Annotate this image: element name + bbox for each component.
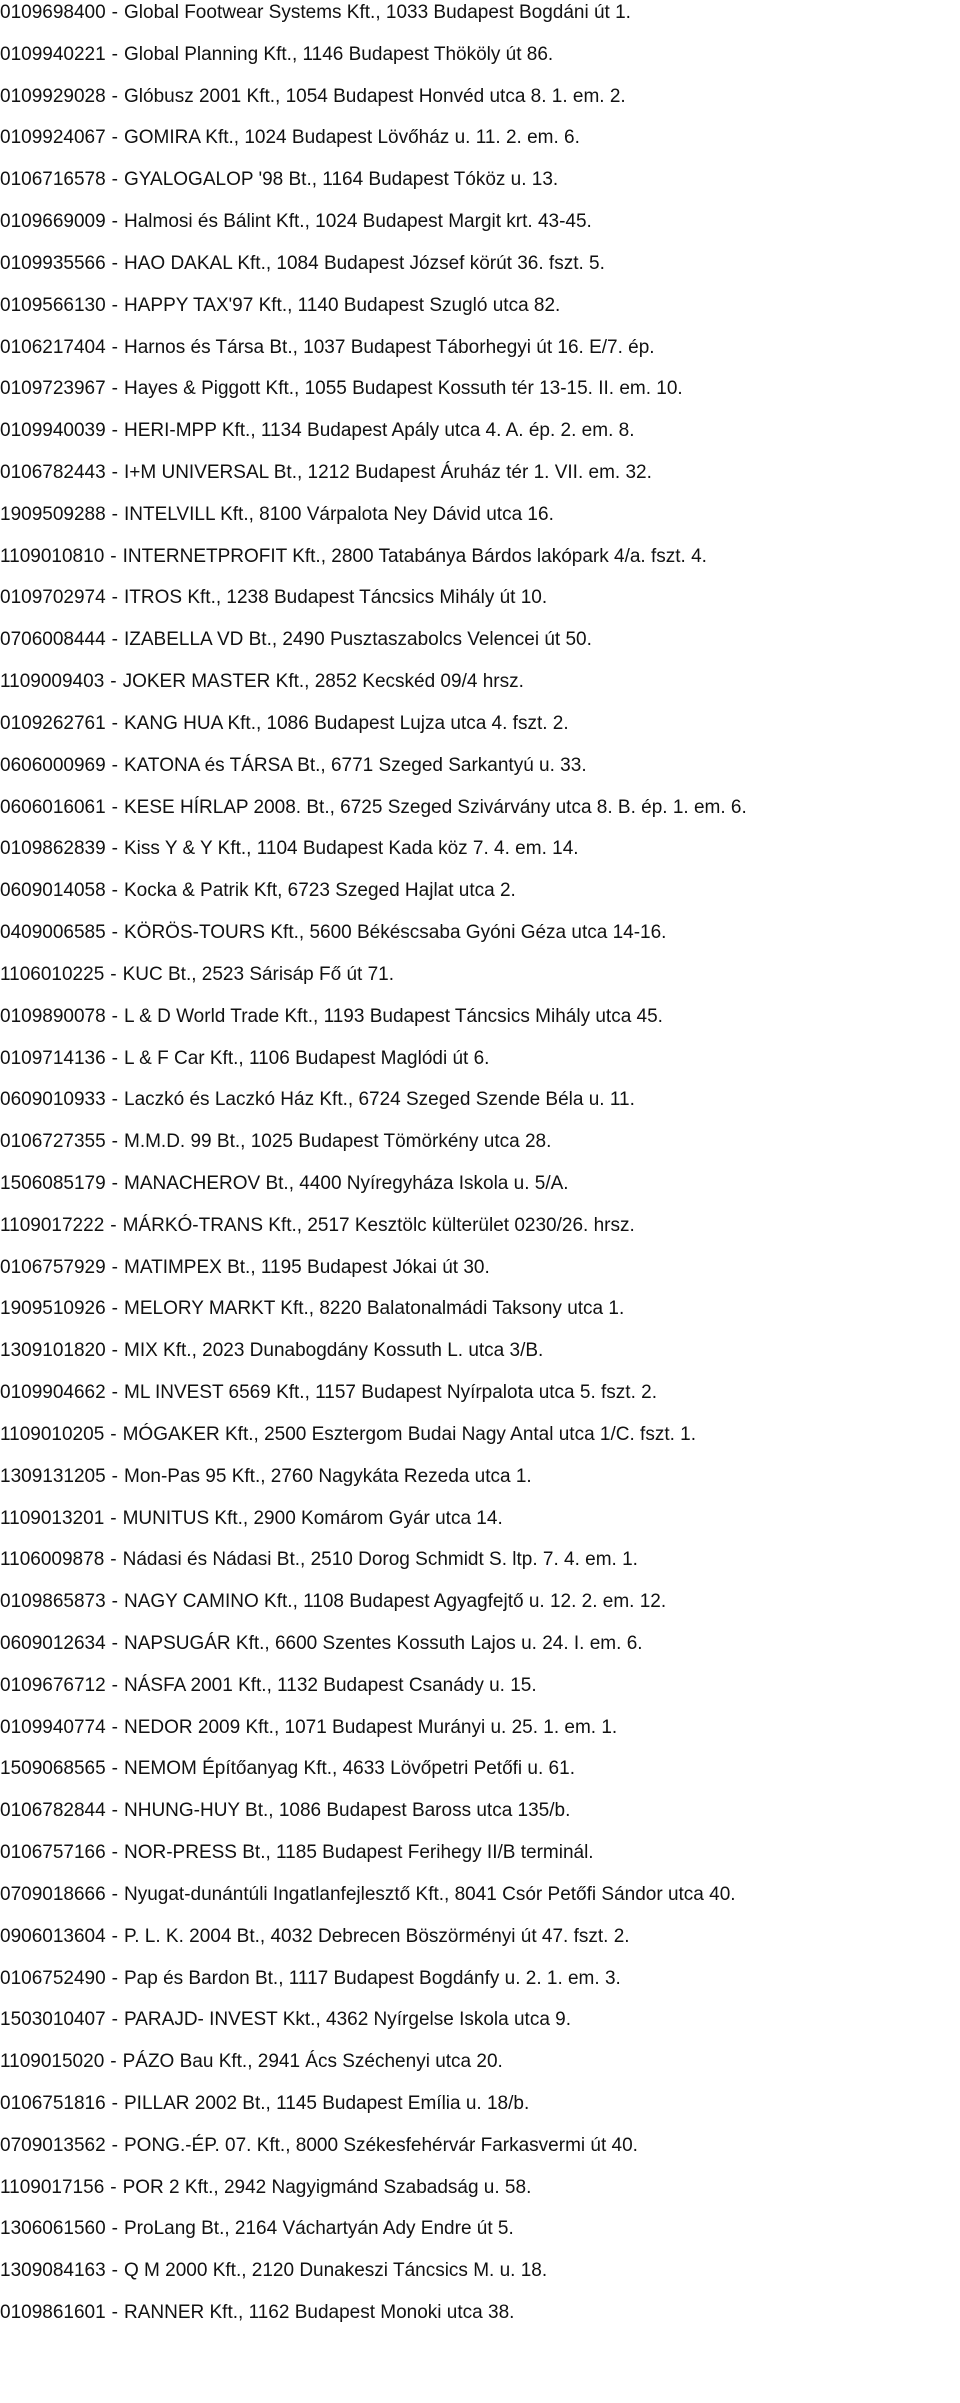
company-entry [0,667,524,697]
company-name-and-address: Hayes & Piggott Kft., 1055 Budapest Kossuth tér 13-15. II. em. 10. [124,378,683,400]
company-entry [0,333,655,363]
company-entry [0,2005,571,2035]
entry-separator: - [111,1047,118,1069]
entry-separator: - [111,754,118,776]
company-name-and-address: POR 2 Kft., 2942 Nagyigmánd Szabadság u. 58. [122,2176,532,2198]
entry-separator: - [111,378,118,400]
entry-separator: - [110,671,117,693]
registration-number: 1509068565 [0,1758,106,1780]
company-name-and-address: NHUNG-HUY Bt., 1086 Budapest Baross utca 135/b. [124,1800,571,1822]
company-name-and-address: GYALOGALOP '98 Bt., 1164 Budapest Tóköz u. 13. [124,169,559,191]
entry-separator: - [111,1925,118,1947]
company-name-and-address: INTELVILL Kft., 8100 Várpalota Ney Dávid utca 16. [124,503,554,525]
company-name-and-address: HAO DAKAL Kft., 1084 Budapest József körút 36. fszt. 5. [124,252,605,274]
company-name-and-address: Global Planning Kft., 1146 Budapest Thököly út 86. [124,43,554,65]
registration-number: 0106752490 [0,1967,106,1989]
entry-separator: - [111,1883,118,1905]
company-entry [0,751,587,781]
entry-separator: - [110,1549,117,1571]
company-entry [0,207,592,237]
entry-separator: - [111,1465,118,1487]
registration-number: 0109865873 [0,1591,106,1613]
company-entry [0,1796,570,1826]
entry-separator: - [110,2176,117,2198]
registration-number: 1306061560 [0,2218,106,2240]
company-entry [0,1211,635,1241]
entry-separator: - [111,880,118,902]
company-entry [0,1545,638,1575]
registration-number: 0906013604 [0,1925,106,1947]
company-name-and-address: NÁSFA 2001 Kft., 1132 Budapest Csanády u. 15. [124,1674,537,1696]
company-name-and-address: Glóbusz 2001 Kft., 1054 Budapest Honvéd utca 8. 1. em. 2. [124,85,626,107]
company-name-and-address: MUNITUS Kft., 2900 Komárom Gyár utca 14. [122,1507,503,1529]
company-entry [0,374,683,404]
company-name-and-address: NEMOM Építőanyag Kft., 4633 Lövőpetri Petőfi u. 61. [124,1758,575,1780]
company-entry [0,1169,569,1199]
company-entry [0,1378,657,1408]
entry-separator: - [111,1758,118,1780]
registration-number: 0109723967 [0,378,106,400]
company-name-and-address: MÁRKÓ-TRANS Kft., 2517 Kesztölc külterület 0230/26. hrsz. [122,1214,635,1236]
entry-separator: - [111,420,118,442]
company-entry [0,2173,531,2203]
company-name-and-address: KUC Bt., 2523 Sárisáp Fő út 71. [122,963,395,985]
company-name-and-address: KÖRÖS-TOURS Kft., 5600 Békéscsaba Gyóni Géza utca 14-16. [124,922,667,944]
registration-number: 0709013562 [0,2134,106,2156]
company-entry [0,834,579,864]
entry-separator: - [111,1382,118,1404]
company-entry [0,1587,666,1617]
company-name-and-address: Halmosi és Bálint Kft., 1024 Budapest Margit krt. 43-45. [124,211,592,233]
company-name-and-address: Q M 2000 Kft., 2120 Dunakeszi Táncsics M. u. 18. [124,2260,548,2282]
registration-number: 0109935566 [0,252,106,274]
company-name-and-address: Mon-Pas 95 Kft., 2760 Nagykáta Rezeda utca 1. [124,1465,532,1487]
registration-number: 0109940039 [0,420,106,442]
company-name-and-address: MÓGAKER Kft., 2500 Esztergom Budai Nagy Antal utca 1/C. fszt. 1. [122,1423,697,1445]
entry-separator: - [111,2093,118,2114]
entry-separator: - [111,1131,118,1153]
company-name-and-address: HERI-MPP Kft., 1134 Budapest Apály utca 4. A. ép. 2. em. 8. [124,420,635,442]
company-entry [0,1253,490,1283]
entry-separator: - [111,1172,118,1194]
registration-number: 0109890078 [0,1005,106,1027]
company-entry [0,82,626,112]
registration-number: 0109676712 [0,1674,106,1696]
company-name-and-address: MELORY MARKT Kft., 8220 Balatonalmádi Taksony utca 1. [124,1298,625,1320]
entry-separator: - [111,169,118,191]
company-name-and-address: KANG HUA Kft., 1086 Budapest Lujza utca 4. fszt. 2. [124,712,569,734]
company-name-and-address: MATIMPEX Bt., 1195 Budapest Jókai út 30. [124,1256,490,1278]
company-entry [0,709,569,739]
company-entry [0,500,554,530]
company-name-and-address: Nádasi és Nádasi Bt., 2510 Dorog Schmidt S. ltp. 7. 4. em. 1. [122,1549,638,1571]
company-entry [0,583,547,613]
company-name-and-address: RANNER Kft., 1162 Budapest Monoki utca 38. [124,2302,515,2324]
registration-number: 0109861601 [0,2302,106,2324]
registration-number: 0409006585 [0,922,106,944]
company-name-and-address: NOR-PRESS Bt., 1185 Budapest Ferihegy II/B terminál. [124,1842,594,1864]
registration-number: 0109698400 [0,2,106,23]
company-entry [0,123,580,153]
registration-number: 0106727355 [0,1131,106,1153]
company-entry [0,542,707,572]
entry-separator: - [111,252,118,274]
registration-number: 0609014058 [0,880,106,902]
registration-number: 1909509288 [0,503,106,525]
company-name-and-address: INTERNETPROFIT Kft., 2800 Tatabánya Bárdos lakópark 4/a. fszt. 4. [122,545,707,567]
registration-number: 0109924067 [0,127,106,149]
entry-separator: - [111,43,118,65]
company-entry [0,1713,617,1743]
registration-number: 0106716578 [0,169,106,191]
entry-separator: - [111,838,118,860]
company-entry [0,876,516,906]
entry-separator: - [110,1214,117,1236]
company-entry [0,1922,630,1952]
entry-separator: - [110,963,117,985]
registration-number: 0106757929 [0,1256,106,1278]
company-name-and-address: Harnos és Társa Bt., 1037 Budapest Táborhegyi út 16. E/7. ép. [124,336,655,358]
entry-separator: - [111,922,118,944]
company-entry [0,0,631,28]
entry-separator: - [111,1256,118,1278]
company-entry [0,625,592,655]
company-entry [0,165,558,195]
company-name-and-address: Nyugat-dunántúli Ingatlanfejlesztő Kft., 8041 Csór Petőfi Sándor utca 40. [124,1883,736,1905]
company-entry [0,1085,635,1115]
company-name-and-address: M.M.D. 99 Bt., 1025 Budapest Tömörkény utca 28. [124,1131,552,1153]
company-entry [0,2298,514,2328]
company-name-and-address: Laczkó és Laczkó Ház Kft., 6724 Szeged Szende Béla u. 11. [124,1089,635,1111]
company-name-and-address: NAGY CAMINO Kft., 1108 Budapest Agyagfejtő u. 12. 2. em. 12. [124,1591,667,1613]
registration-number: 1909510926 [0,1298,106,1320]
company-entry [0,918,666,948]
entry-separator: - [110,1423,117,1445]
registration-number: 0109862839 [0,838,106,860]
company-entry [0,1880,736,1910]
company-entry [0,40,553,70]
company-name-and-address: P. L. K. 2004 Bt., 4032 Debrecen Böszörményi út 47. fszt. 2. [124,1925,630,1947]
company-entry [0,2131,638,2161]
company-entry [0,2256,547,2286]
entry-separator: - [110,2051,117,2073]
registration-number: 0106217404 [0,336,106,358]
company-entry [0,1462,532,1492]
entry-separator: - [111,1089,118,1111]
company-entry [0,416,634,446]
registration-number: 0109262761 [0,712,106,734]
registration-number: 0109940774 [0,1716,106,1738]
registration-number: 0109714136 [0,1047,106,1069]
entry-separator: - [111,796,118,818]
company-entry [0,1629,643,1659]
entry-separator: - [111,2009,118,2031]
entry-separator: - [111,2302,118,2324]
company-entry [0,960,394,990]
entry-separator: - [111,211,118,233]
entry-separator: - [111,712,118,734]
entry-separator: - [111,1800,118,1822]
entry-separator: - [111,336,118,358]
company-entry [0,1002,663,1032]
company-name-and-address: L & D World Trade Kft., 1193 Budapest Táncsics Mihály utca 45. [124,1005,663,1027]
company-entry [0,1044,489,1074]
registration-number: 0609012634 [0,1632,106,1654]
entry-separator: - [110,1507,117,1529]
entry-separator: - [111,1674,118,1696]
entry-separator: - [111,462,118,484]
company-name-and-address: NEDOR 2009 Kft., 1071 Budapest Murányi u. 25. 1. em. 1. [124,1716,618,1738]
entry-separator: - [111,294,118,316]
entry-separator: - [111,2134,118,2156]
company-entry [0,2089,529,2119]
registration-number: 1106010225 [0,963,105,985]
company-name-and-address: PÁZO Bau Kft., 2941 Ács Széchenyi utca 20. [122,2051,503,2073]
entry-separator: - [111,1591,118,1613]
company-name-and-address: KATONA és TÁRSA Bt., 6771 Szeged Sarkantyú u. 33. [124,754,587,776]
registration-number: 0106757166 [0,1842,106,1864]
registration-number: 1503010407 [0,2009,106,2031]
company-name-and-address: KESE HÍRLAP 2008. Bt., 6725 Szeged Szivárvány utca 8. B. ép. 1. em. 6. [124,796,747,818]
company-name-and-address: ITROS Kft., 1238 Budapest Táncsics Mihály út 10. [124,587,548,609]
registration-number: 0109566130 [0,294,106,316]
registration-number: 0109904662 [0,1382,106,1404]
company-entry [0,1754,575,1784]
registration-number: 1109013201 [0,1507,105,1529]
company-name-and-address: ProLang Bt., 2164 Váchartyán Ady Endre út 5. [124,2218,514,2240]
entry-separator: - [111,127,118,149]
registration-number: 1309131205 [0,1465,106,1487]
company-name-and-address: MANACHEROV Bt., 4400 Nyíregyháza Iskola u. 5/A. [124,1172,569,1194]
entry-separator: - [111,1340,118,1362]
registration-number: 0709018666 [0,1883,106,1905]
registration-number: 0609010933 [0,1089,106,1111]
company-name-and-address: JOKER MASTER Kft., 2852 Kecskéd 09/4 hrsz. [122,671,524,693]
registration-number: 1106009878 [0,1549,105,1571]
company-entry [0,249,605,279]
registration-number: 0109669009 [0,211,106,233]
registration-number: 1309084163 [0,2260,106,2282]
company-entry [0,1838,594,1868]
company-entry [0,1420,696,1450]
company-name-and-address: IZABELLA VD Bt., 2490 Pusztaszabolcs Velencei út 50. [124,629,592,651]
company-name-and-address: Global Footwear Systems Kft., 1033 Budapest Bogdáni út 1. [124,2,631,23]
entry-separator: - [111,1298,118,1320]
registration-number: 1506085179 [0,1172,106,1194]
entry-separator: - [111,587,118,609]
company-name-and-address: PILLAR 2002 Bt., 1145 Budapest Emília u. 18/b. [124,2093,530,2114]
company-entry [0,458,652,488]
registration-number: 0606000969 [0,754,106,776]
company-entry [0,1964,621,1994]
registration-number: 0109940221 [0,43,106,65]
company-name-and-address: Kocka & Patrik Kft, 6723 Szeged Hajlat utca 2. [124,880,516,902]
registration-number: 1109015020 [0,2051,105,2073]
entry-separator: - [111,1716,118,1738]
company-name-and-address: NAPSUGÁR Kft., 6600 Szentes Kossuth Lajos u. 24. I. em. 6. [124,1632,643,1654]
registration-number: 0106751816 [0,2093,106,2114]
entry-separator: - [111,629,118,651]
registration-number: 1109009403 [0,671,105,693]
registration-number: 1109017156 [0,2176,105,2198]
registration-number: 1109010205 [0,1423,105,1445]
registration-number: 0606016061 [0,796,106,818]
company-name-and-address: PONG.-ÉP. 07. Kft., 8000 Székesfehérvár Farkasvermi út 40. [124,2134,638,2156]
company-entry [0,1127,551,1157]
company-name-and-address: Pap és Bardon Bt., 1117 Budapest Bogdánfy u. 2. 1. em. 3. [124,1967,621,1989]
company-name-and-address: Kiss Y & Y Kft., 1104 Budapest Kada köz 7. 4. em. 14. [124,838,579,860]
entry-separator: - [111,1842,118,1864]
registration-number: 0706008444 [0,629,106,651]
company-entry [0,1671,537,1701]
entry-separator: - [110,545,117,567]
registration-number: 1109017222 [0,1214,105,1236]
entry-separator: - [111,85,118,107]
company-name-and-address: I+M UNIVERSAL Bt., 1212 Budapest Áruház tér 1. VII. em. 32. [124,462,652,484]
entry-separator: - [111,1005,118,1027]
registration-number: 0109702974 [0,587,106,609]
registration-number: 1309101820 [0,1340,106,1362]
registration-number: 0106782443 [0,462,106,484]
company-entry [0,793,747,823]
entry-separator: - [111,1967,118,1989]
company-name-and-address: HAPPY TAX'97 Kft., 1140 Budapest Szugló utca 82. [124,294,561,316]
entry-separator: - [111,2260,118,2282]
company-name-and-address: L & F Car Kft., 1106 Budapest Maglódi út 6. [124,1047,490,1069]
company-entry [0,1294,624,1324]
entry-separator: - [111,1632,118,1654]
registration-number: 0106782844 [0,1800,106,1822]
registration-number: 1109010810 [0,545,105,567]
company-name-and-address: ML INVEST 6569 Kft., 1157 Budapest Nyírpalota utca 5. fszt. 2. [124,1382,657,1404]
registration-number: 0109929028 [0,85,106,107]
company-name-and-address: GOMIRA Kft., 1024 Budapest Lövőház u. 11. 2. em. 6. [124,127,580,149]
company-entry [0,1504,503,1534]
company-entry [0,2047,503,2077]
company-entry [0,291,560,321]
company-entry [0,2214,514,2244]
entry-separator: - [111,2,118,23]
company-name-and-address: MIX Kft., 2023 Dunabogdány Kossuth L. utca 3/B. [124,1340,544,1362]
company-name-and-address: PARAJD- INVEST Kkt., 4362 Nyírgelse Iskola utca 9. [124,2009,572,2031]
entry-separator: - [111,2218,118,2240]
entry-separator: - [111,503,118,525]
company-entry [0,1336,543,1366]
